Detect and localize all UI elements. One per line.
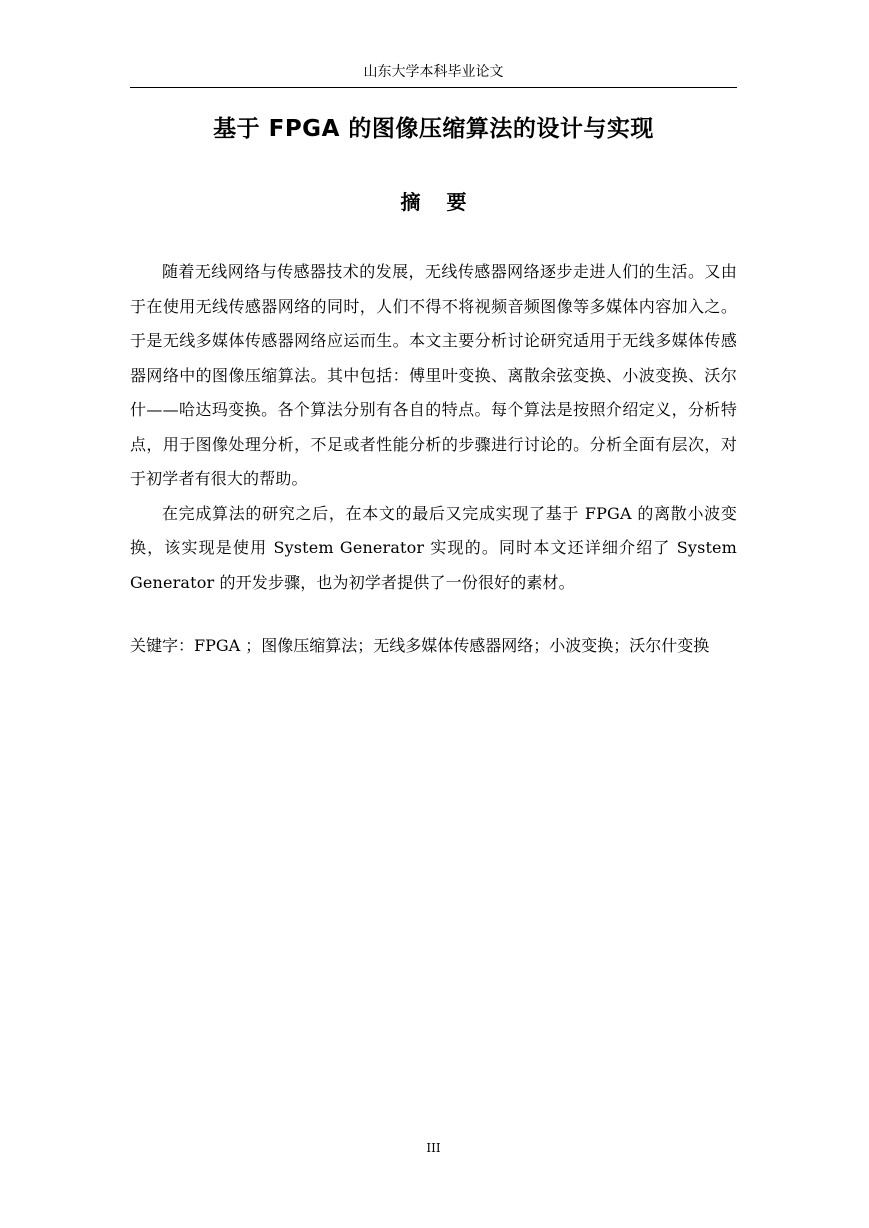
- abstract-heading: 摘要: [400, 190, 493, 214]
- abstract-paragraph: 随着无线网络与传感器技术的发展，无线传感器网络逐步走进人们的生活。又由于在使用无线传感器网络的同时，人们不得不将视频音频图像等多媒体内容加入之。于是无线多媒体传感器网络应运而生。本文主要分析讨论研究适用于无线多媒体传感器网络中的图像压缩算法。其中包括：傅里叶变换、离散余弦变换、小波变换、沃尔什——哈达玛变换。各个算法分别有各自的特点。每个算法是按照介绍定义，分析特点，用于图像处理分析，不足或者性能分析的步骤进行讨论的。分析全面有层次，对于初学者有很大的帮助。: [130, 262, 737, 488]
- abstract-paragraph: 在完成算法的研究之后，在本文的最后又完成实现了基于 FPGA 的离散小波变换，该实现是使用 System Generator 实现的。同时本文还详细介绍了 System Generator 的开发步骤，也为初学者提供了一份很好的素材。: [130, 503, 737, 592]
- abstract-body: [130, 255, 737, 600]
- running-header: 山东大学本科毕业论文: [363, 64, 504, 80]
- page-number: III: [426, 1141, 441, 1155]
- keywords-line: 关键字：FPGA ；图像压缩算法；无线多媒体传感器网络；小波变换；沃尔什变换: [130, 636, 710, 655]
- thesis-title: 基于 FPGA 的图像压缩算法的设计与实现: [213, 116, 654, 142]
- header-rule: [130, 87, 737, 88]
